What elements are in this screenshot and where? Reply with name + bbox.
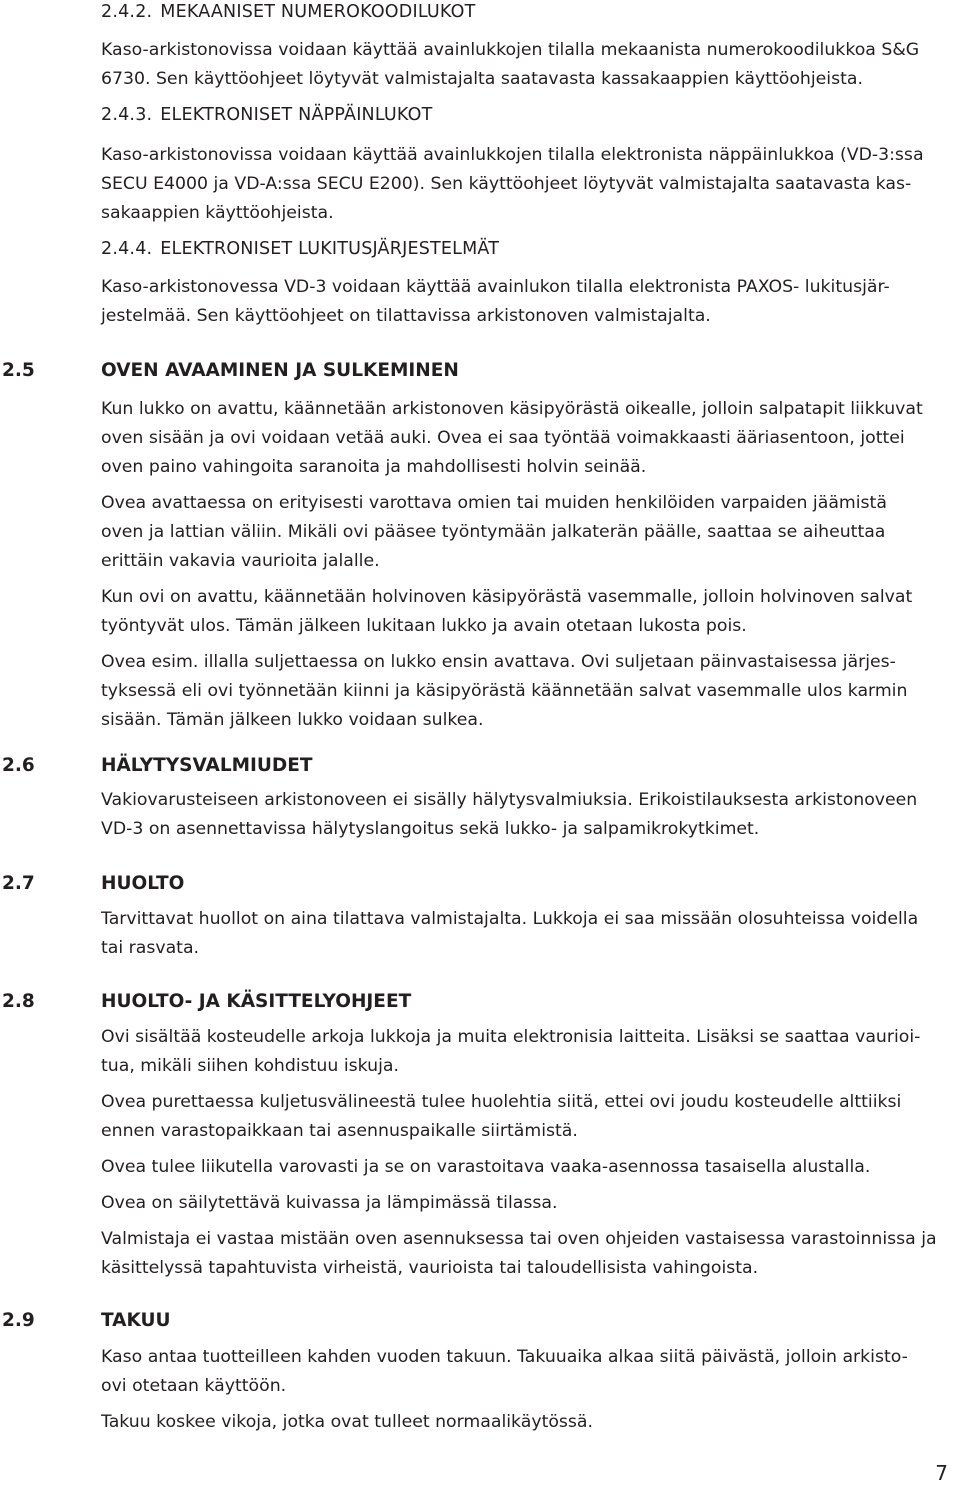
paragraph: Takuu koskee vikoja, jotka ovat tulleet normaalikäytössä.: [101, 1412, 594, 1432]
subsection-number: 2.4.2.: [101, 2, 153, 22]
section-title: HÄLYTYSVALMIUDET: [101, 755, 313, 776]
paragraph: Ovi sisältää kosteudelle arkoja lukkoja ja muita elektronisia laitteita. Lisäksi se saattaa vaurioi- tua, mikäli siihen kohdistuu iskuja.: [101, 1027, 921, 1076]
section-number: 2.5: [2, 360, 35, 381]
paragraph: Kun ovi on avattu, käännetään holvinoven käsipyörästä vasemmalle, jolloin holvinoven salvat työntyvät ulos. Tämän jälkeen lukitaan lukko ja avain otetaan lukosta pois.: [101, 587, 913, 636]
subsection-title: ELEKTRONISET NÄPPÄINLUKOT: [160, 105, 433, 125]
section-number: 2.7: [2, 873, 35, 894]
paragraph: Ovea tulee liikutella varovasti ja se on varastoitava vaaka-asennossa tasaisella alustalla.: [101, 1157, 871, 1177]
paragraph: Kaso antaa tuotteilleen kahden vuoden takuun. Takuuaika alkaa siitä päivästä, jolloin arkisto- ovi otetaan käyttöön.: [101, 1347, 908, 1396]
subsection-2-4-3: [101, 101, 956, 228]
section-2-7: [0, 869, 956, 964]
subsection-title: MEKAANISET NUMEROKOODILUKOT: [160, 2, 476, 22]
section-2-8: [0, 987, 956, 1284]
subsection-2-4-2: [101, 0, 956, 94]
section-title: OVEN AVAAMINEN JA SULKEMINEN: [101, 360, 459, 381]
section-title: HUOLTO- JA KÄSITTELYOHJEET: [101, 991, 412, 1012]
section-heading: [0, 1306, 956, 1336]
paragraph: Vakiovarusteiseen arkistonoveen ei sisälly hälytysvalmiuksia. Erikoistilauksesta arkistonoveen VD-3 on asennettavissa hälytyslangoitus sekä lukko- ja salpamikrokytkimet.: [101, 790, 918, 839]
subsection-heading: [101, 235, 956, 264]
subsection-body: Kaso-arkistonovissa voidaan käyttää avainlukkojen tilalla elektronista näppäinlukkoa (VD-3:ssa SECU E4000 ja VD-A:ssa SECU E200). Sen käyttöohjeet löytyvät valmistajalta saatavasta kas- sakaappien käyttöohjeista.: [101, 145, 924, 223]
section-body: [101, 905, 956, 963]
section-heading: [0, 356, 956, 386]
subsection-body: Kaso-arkistonovessa VD-3 voidaan käyttää avainlukon tilalla elektronista PAXOS- lukitusjär- jestelmää. Sen käyttöohjeet on tilattavissa arkistonoven valmistajalta.: [101, 277, 890, 326]
section-heading: [0, 987, 956, 1017]
section-number: 2.9: [2, 1310, 35, 1331]
section-body: [101, 1343, 956, 1437]
section-2-9: [0, 1306, 956, 1437]
subsection-heading: [101, 0, 956, 27]
page-number: 7: [935, 1461, 948, 1485]
paragraph: Kun lukko on avattu, käännetään arkistonoven käsipyörästä oikealle, jolloin salpatapit liikkuvat oven sisään ja ovi voidaan vetää auki. Ovea ei saa työntää voimakkaasti ääriasentoon, jottei oven paino vahingoita saranoita ja mahdollisesti holvin seinää.: [101, 399, 923, 477]
section-heading: [0, 751, 956, 781]
subsection-body: Kaso-arkistonovissa voidaan käyttää avainlukkojen tilalla mekaanista numerokoodilukkoa S&G 6730. Sen käyttöohjeet löytyvät valmistajalta saatavasta kassakaappien käyttöohjeista.: [101, 40, 920, 89]
subsection-title: ELEKTRONISET LUKITUSJÄRJESTELMÄT: [160, 239, 500, 259]
subsection-2-4-4: [101, 235, 956, 331]
section-body: [101, 1023, 956, 1283]
subsection-heading: [101, 101, 956, 130]
subsection-number: 2.4.4.: [101, 239, 153, 259]
section-body: [101, 786, 956, 844]
paragraph: Ovea esim. illalla suljettaessa on lukko ensin avattava. Ovi suljetaan päinvastaisessa järjes- tyksessä eli ovi työnnetään kiinni ja käsipyörästä käännetään salvat vasemmalle ulos karmin sisään. Tämän jälkeen lukko voidaan sulkea.: [101, 652, 908, 730]
section-2-6: [0, 751, 956, 846]
section-number: 2.6: [2, 755, 35, 776]
section-number: 2.8: [2, 991, 35, 1012]
section-heading: [0, 869, 956, 899]
subsection-number: 2.4.3.: [101, 105, 153, 125]
paragraph: Ovea purettaessa kuljetusvälineestä tulee huolehtia siitä, ettei ovi joudu kosteudelle alttiiksi ennen varastopaikkaan tai asennuspaikalle siirtämistä.: [101, 1092, 902, 1141]
section-2-5: [0, 356, 956, 733]
section-title: HUOLTO: [101, 873, 185, 894]
paragraph: Ovea on säilytettävä kuivassa ja lämpimässä tilassa.: [101, 1193, 558, 1213]
paragraph: Ovea avattaessa on erityisesti varottava omien tai muiden henkilöiden varpaiden jäämistä oven ja lattian väliin. Mikäli ovi pääsee työntymään jalkaterän päälle, saattaa se aiheuttaa erittäin vakavia vaurioita jalalle.: [101, 493, 887, 571]
section-title: TAKUU: [101, 1310, 171, 1331]
section-body: [101, 395, 956, 735]
paragraph: Tarvittavat huollot on aina tilattava valmistajalta. Lukkoja ei saa missään olosuhteissa voidella tai rasvata.: [101, 909, 919, 958]
paragraph: Valmistaja ei vastaa mistään oven asennuksessa tai oven ohjeiden vastaisessa varastoinnissa ja käsittelyssä tapahtuvista virheistä, vaurioista tai taloudellisista vahingoista.: [101, 1229, 937, 1278]
